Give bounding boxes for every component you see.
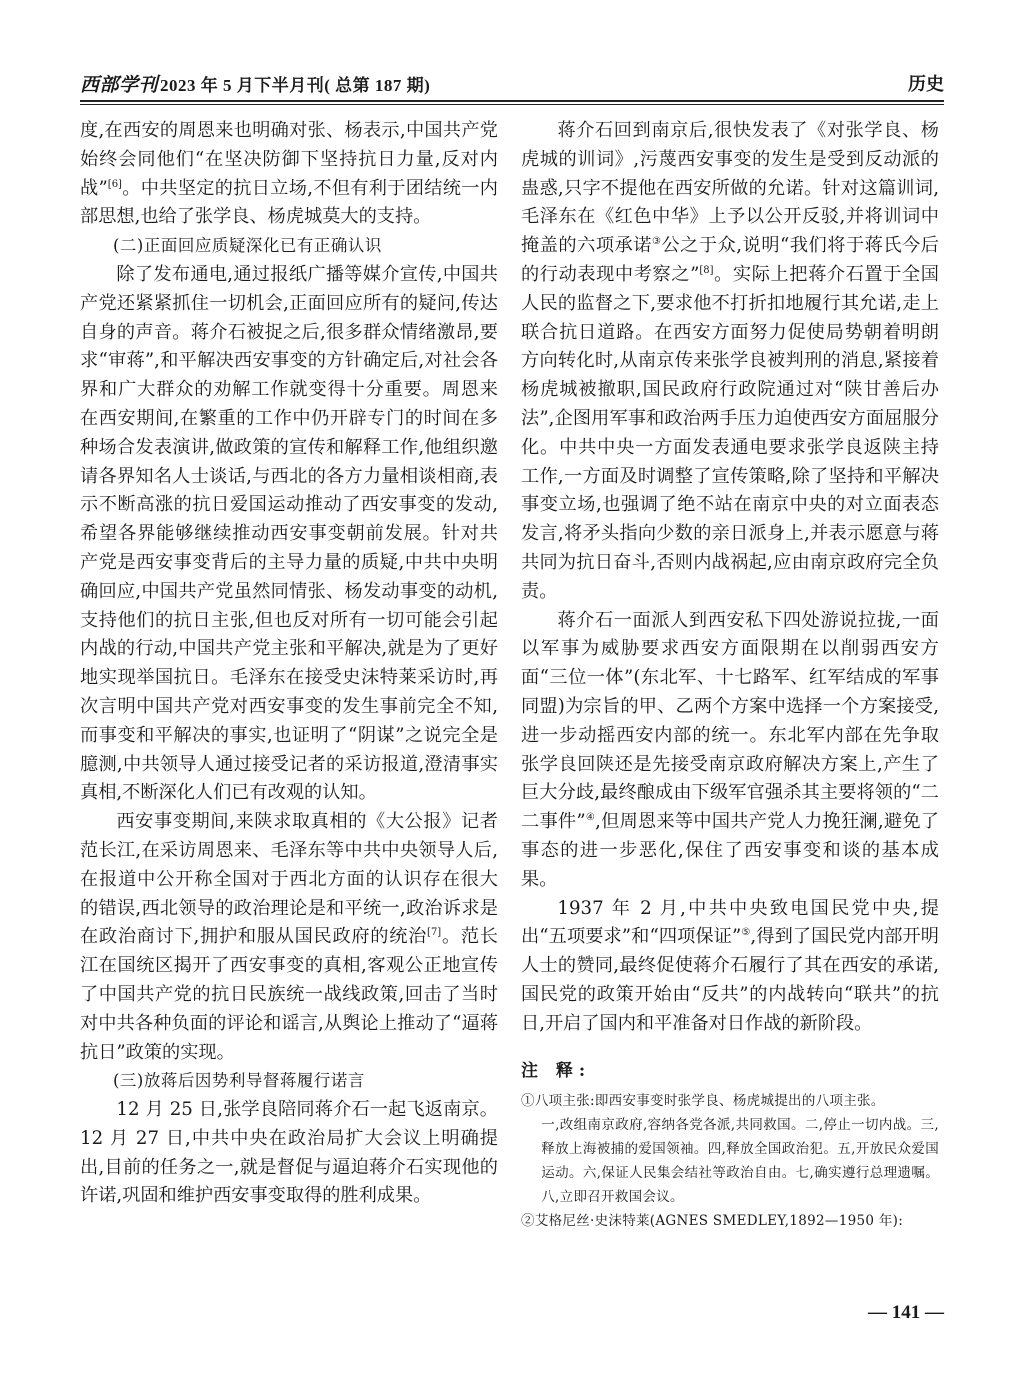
journal-logo: 西部学刊 bbox=[80, 75, 159, 96]
footnote-marker: ① bbox=[521, 1093, 535, 1110]
right-column bbox=[521, 117, 939, 1233]
left-column bbox=[80, 117, 498, 1211]
paragraph: 蒋介石回到南京后,很快发表了《对张学良、杨虎城的训词》,污蔑西安事变的发生是受到反动派的蛊惑,只字不提他在西安所做的允诺。针对这篇训词,毛泽东在《红色中华》上予以公开反驳,并将训词中掩盖的六项承诺③公之于众,说明“我们将于蒋氏今后的行动表现中考察之”[8]。实际上把蒋介石置于全国人民的监督之下,要求他不打折扣地履行其允诺,走上联合抗日道路。在西安方面努力促使局势朝着明朗方向转化时,从南京传来张学良被判刑的消息,紧接着杨虎城被撤职,国民政府行政院通过对“陕甘善后办法”,企图用军事和政治两手压力迫使西安方面屈服分化。中共中央一方面发表通电要求张学良返陕主持工作,一方面及时调整了宣传策略,除了坚持和平解决事变立场,也强调了绝不站在南京中央的对立面表态发言,将矛头指向少数的亲日派身上,并表示愿意与蒋共同为抗日奋斗,否则内战祸起,应由南京政府完全负责。 bbox=[521, 120, 939, 602]
section-label: 历史 bbox=[908, 74, 944, 95]
notes-heading: 注 释: bbox=[521, 1060, 592, 1081]
paragraph: 1937 年 2 月,中共中央致电国民党中央,提出“五项要求”和“四项保证”⑤,得到了国民党内部开明人士的赞同,最终促使蒋介石履行了其在西安的承诺,国民党的政策开始由“反共”的内战转向“联共”的抗日,开启了国内和平准备对日作战的新阶段。 bbox=[521, 897, 939, 1034]
paragraph: 度,在西安的周恩来也明确对张、杨表示,中国共产党始终会同他们“在坚决防御下坚持抗日力量,反对内战”[6]。中共坚定的抗日立场,不但有利于团结统一内部思想,也给了张学良、杨虎城莫大的支持。 bbox=[80, 120, 498, 228]
footnote-marker: ② bbox=[521, 1213, 535, 1230]
note-ref: ⑤ bbox=[741, 927, 751, 939]
footnote-1: ①八项主张:即西安事变时张学良、杨虎城提出的八项主张。 一,改组南京政府,容纳各党各派,共同救国。二,停止一切内战。三,释放上海被捕的爱国领袖。四,释放全国政治犯。五,开放民众爱国运动。六,保证人民集会结社等政治自由。七,确实遵行总理遗嘱。八,立即召开救国会议。 bbox=[521, 1093, 939, 1206]
paragraph: 12 月 25 日,张学良陪同蒋介石一起飞返南京。12 月 27 日,中共中央在政治局扩大会议上明确提出,目前的任务之一,就是督促与逼迫蒋介石实现他的许诺,巩固和维护西安事变取得的胜利成果。 bbox=[80, 1099, 498, 1207]
note-ref: ③ bbox=[651, 236, 662, 248]
running-header bbox=[80, 70, 944, 100]
note-ref: ④ bbox=[585, 812, 596, 824]
citation-ref: [7] bbox=[427, 927, 442, 939]
paragraph: 蒋介石一面派人到西安私下四处游说拉拢,一面以军事为威胁要求西安方面限期在以削弱西安方面“三位一体”(东北军、十七路军、红军结成的军事同盟)为宗旨的甲、乙两个方案中选择一个方案接受,进一步动摇西安内部的统一。东北军内部在先争取张学良回陕还是先接受南京政府解决方案上,产生了巨大分歧,最终酿成由下级军官强杀其主要将领的“二二事件”④,但周恩来等中国共产党人力挽狂澜,避免了事态的进一步恶化,保住了西安事变和谈的基本成果。 bbox=[521, 609, 939, 890]
citation-ref: [8] bbox=[699, 264, 714, 276]
subsection-heading: (三)放蒋后因势利导督蒋履行诺言 bbox=[113, 1071, 365, 1091]
footnote-2: ②艾格尼丝·史沫特莱(AGNES SMEDLEY,1892—1950 年): bbox=[521, 1213, 904, 1230]
header-rule-thick bbox=[80, 100, 944, 102]
subsection-heading: (二)正面回应质疑深化已有正确认识 bbox=[113, 236, 382, 256]
paragraph: 西安事变期间,来陕求取真相的《大公报》记者范长江,在采访周恩来、毛泽东等中共中央领导人后,在报道中公开称全国对于西北方面的认识存在很大的错误,西北领导的政治理论是和平统一,政治诉求是在政治商讨下,拥护和服从国民政府的统治[7]。范长江在国统区揭开了西安事变的真相,客观公正地宣传了中国共产党的抗日民族统一战线政策,回击了当时对中共各种负面的评论和谣言,从舆论上推动了“逼蒋抗日”政策的实现。 bbox=[80, 811, 498, 1063]
citation-ref: [6] bbox=[107, 178, 122, 190]
header-rule-thin bbox=[80, 104, 944, 105]
journal-issue: 2023 年 5 月下半月刊( 总第 187 期) bbox=[160, 76, 431, 95]
paragraph: 除了发布通电,通过报纸广播等媒介宣传,中国共产党还紧紧抓住一切机会,正面回应所有的疑问,传达自身的声音。蒋介石被捉之后,很多群众情绪激昂,要求“审蒋”,和平解决西安事变的方针确定后,对社会各界和广大群众的劝解工作就变得十分重要。周恩来在西安期间,在繁重的工作中仍开辟专门的时间在多种场合发表演讲,做政策的宣传和解释工作,他组织邀请各界知名人士谈话,与西北的各方力量相谈相商,表示不断高涨的抗日爱国运动推动了西安事变的发动,希望各界能够继续推动西安事变朝前发展。针对共产党是西安事变背后的主导力量的质疑,中共中央明确回应,中国共产党虽然同情张、杨发动事变的动机,支持他们的抗日主张,但也反对所有一切可能会引起内战的行动,中国共产党主张和平解决,就是为了更好地实现举国抗日。毛泽东在接受史沫特莱采访时,再次言明中国共产党对西安事变的发生事前完全不知,而事变和平解决的事实,也证明了“阴谋”之说完全是臆测,中共领导人通过接受记者的采访报道,澄清事实真相,不断深化人们已有改观的认知。 bbox=[80, 263, 498, 804]
journal-title bbox=[80, 70, 430, 97]
page-number: — 141 — bbox=[868, 1302, 944, 1323]
